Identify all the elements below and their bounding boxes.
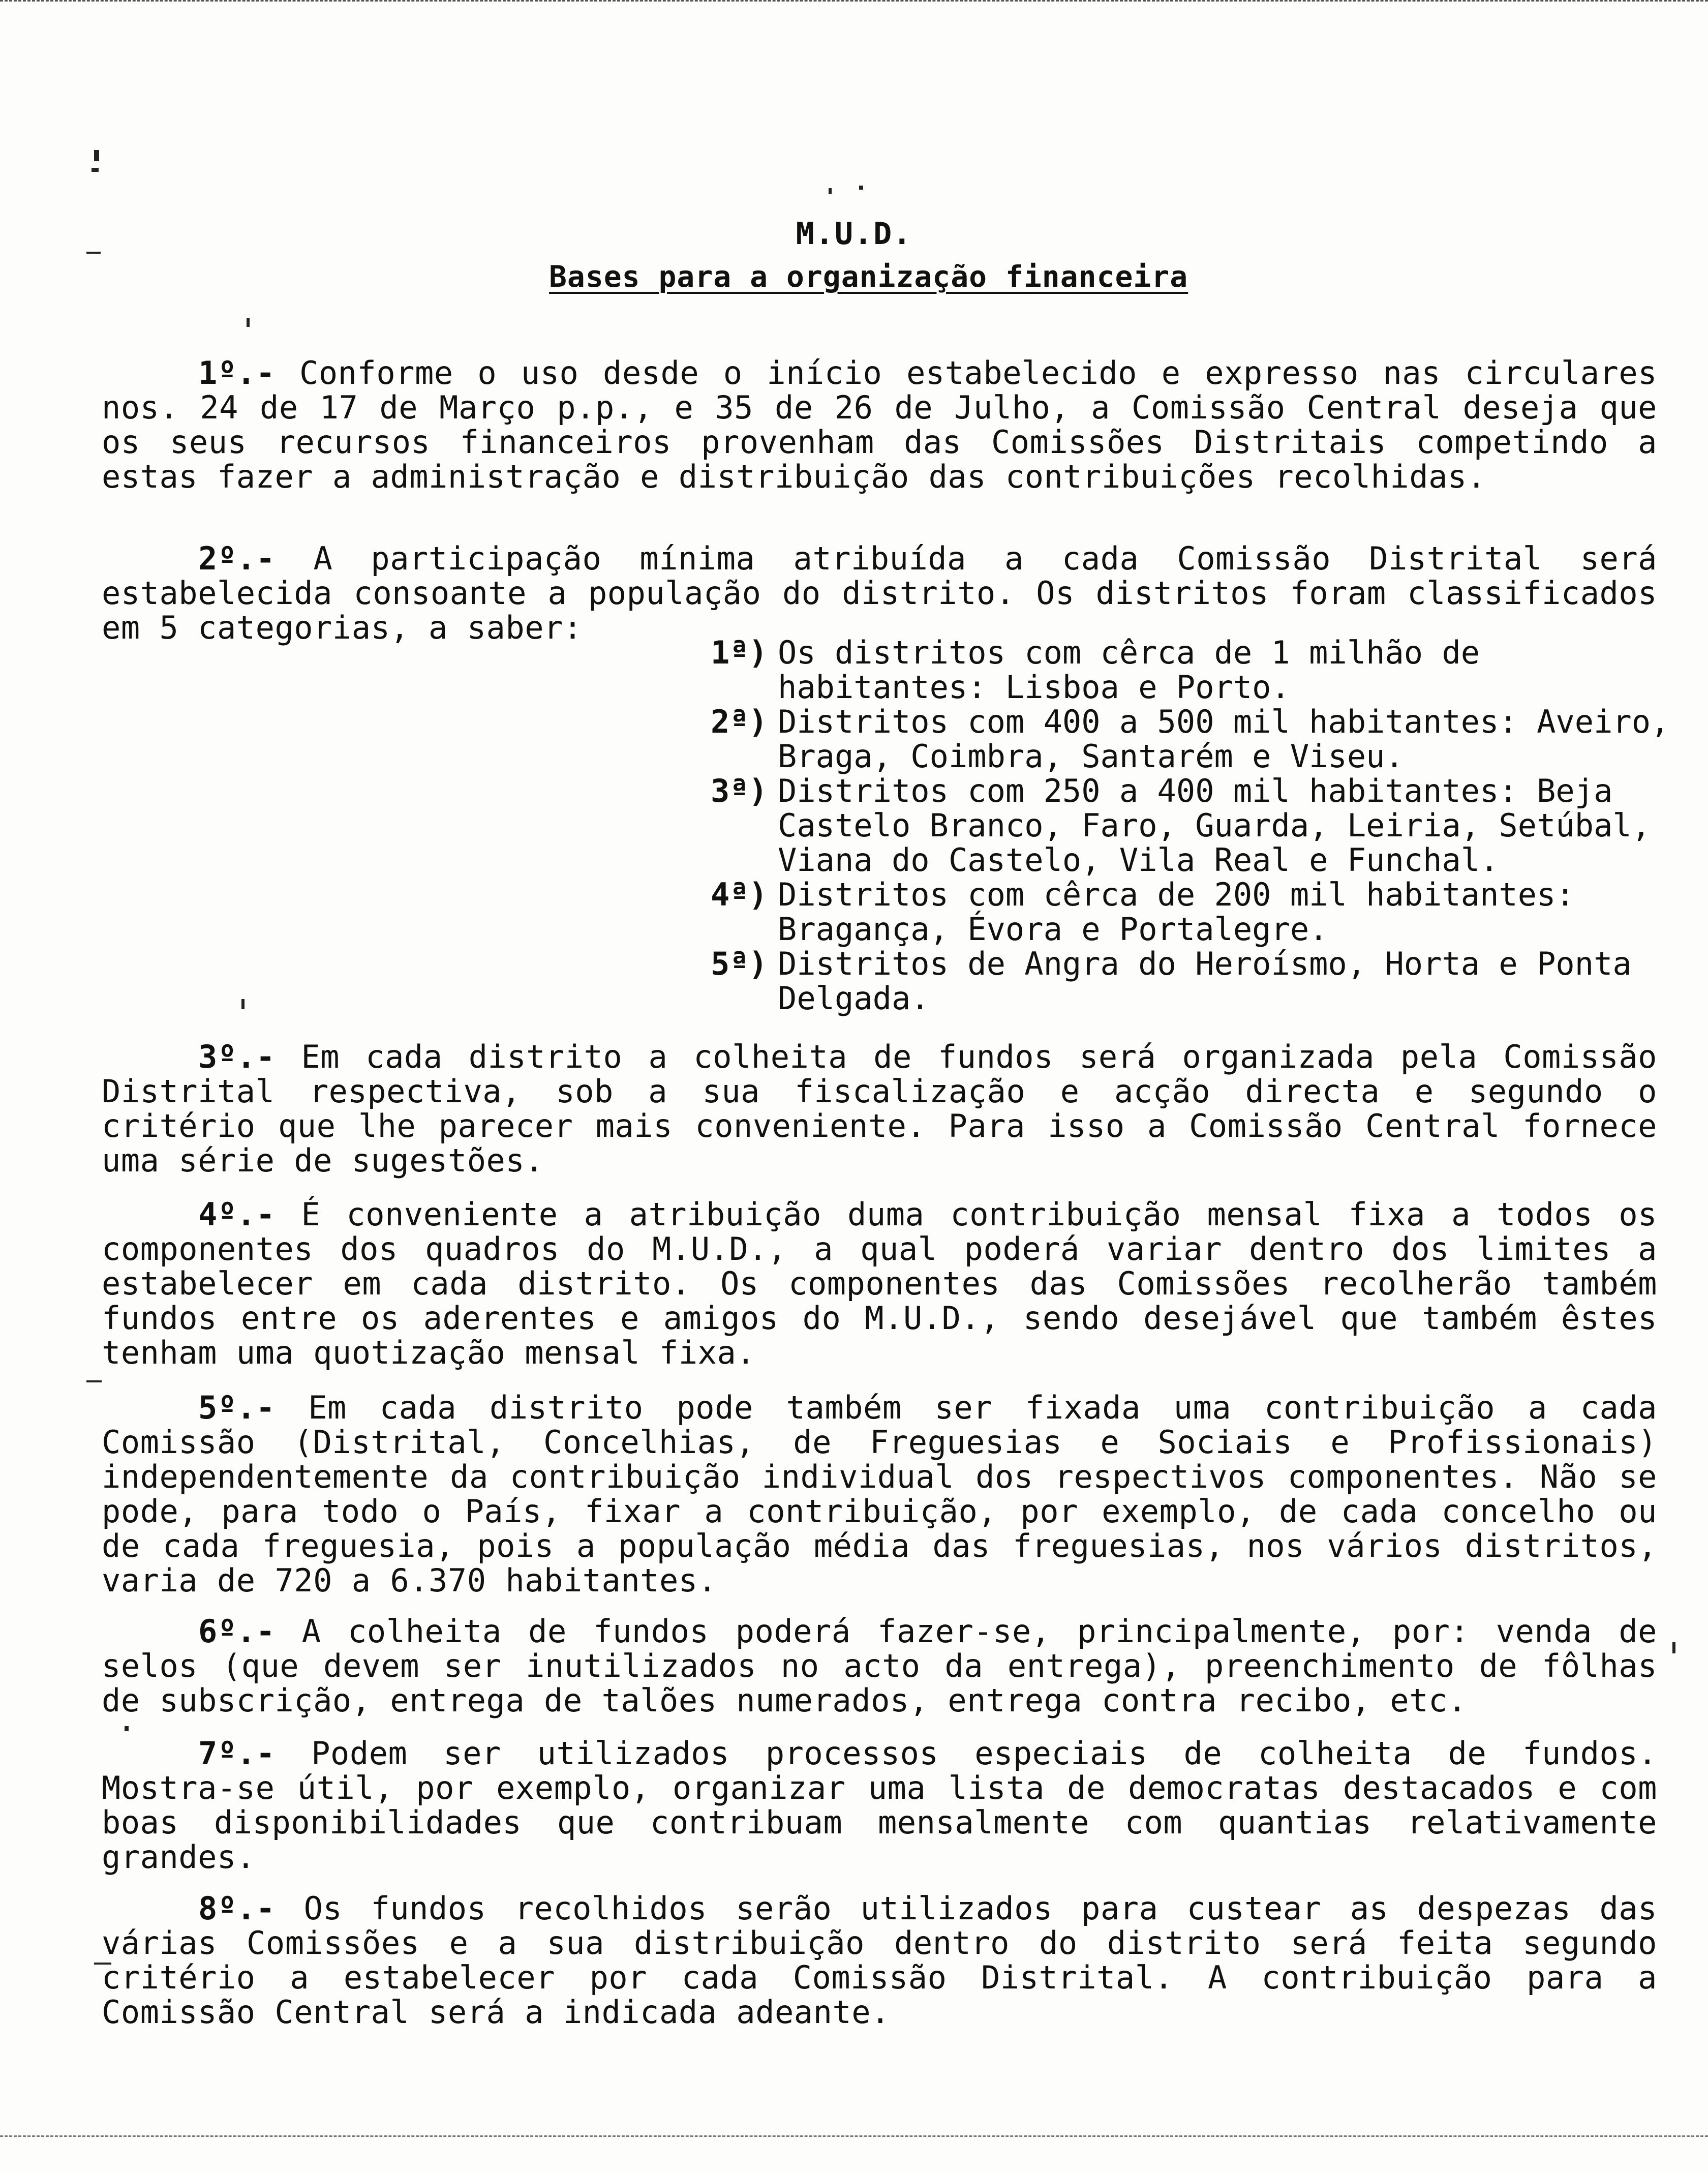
paragraph-text: Conforme o uso desde o início estabelecido e expresso nas circulares nos. 24 de 17 de Março p.p., e 35 de 26 de Julho, a Comissão Central deseja que os seus recursos financeiros provenham das Comissões Distritais competindo a estas fazer a administração e distribuição das contribuições recolhidas.	[102, 354, 1657, 495]
category-item	[666, 705, 1683, 774]
paragraph-text: Em cada distrito pode também ser fixada uma contribuição a cada Comissão (Distrital, Concelhias, de Freguesias e Sociais e Profissionais) independentemente da contribuição individual dos respectivos componentes. Não se pode, para todo o País, fixar a contribuição, por exemplo, de cada concelho ou de cada freguesia, pois a população média das freguesias, nos vários distritos, varia de 720 a 6.370 habitantes.	[102, 1389, 1657, 1599]
paragraph-text: Os fundos recolhidos serão utilizados para custear as despezas das várias Comissões e a sua distribuição dentro do distrito será feita segundo critério a estabelecer por cada Comissão Distrital. A contribuição para a Comissão Central será a indicada adeante.	[102, 1890, 1658, 2031]
paragraph-8	[102, 1891, 1657, 2030]
paragraph-number: 5º.-	[198, 1389, 276, 1426]
scan-edge-top	[0, 0, 1708, 6]
category-label: 2ª)	[711, 703, 768, 740]
category-label: 4ª)	[711, 876, 768, 913]
category-label: 1ª)	[711, 634, 768, 671]
paragraph-text: Podem ser utilizados processos especiais de colheita de fundos. Mostra-se útil, por exemplo, organizar uma lista de democratas destacados e com boas disponibilidades que contribuam mensalmente com quantias relativamente grandes.	[102, 1735, 1657, 1876]
paragraph-number: 3º.-	[198, 1038, 276, 1075]
category-item	[666, 878, 1683, 947]
scan-speck	[92, 168, 99, 172]
category-label: 5ª)	[711, 945, 768, 982]
category-item	[666, 636, 1683, 705]
scan-speck	[247, 318, 250, 327]
paragraph-6	[102, 1614, 1657, 1718]
paragraph-number: 2º.-	[198, 540, 276, 577]
paragraph-3	[102, 1040, 1657, 1178]
document-title: Bases para a organização financeira	[549, 259, 1188, 294]
scan-speck	[86, 252, 101, 254]
paragraph-text: A participação mínima atribuída a cada Comissão Distrital será estabelecida consoante a população do distrito. Os distritos foram classificados em 5 categorias, a saber:	[102, 540, 1657, 646]
category-text: Distritos com 400 a 500 mil habitantes: Aveiro, Braga, Coimbra, Santarém e Viseu.	[778, 703, 1670, 775]
district-categories-list	[666, 636, 1683, 1016]
category-text: Os distritos com cêrca de 1 milhão de habitantes: Lisboa e Porto.	[778, 634, 1480, 706]
scan-speck	[1672, 1642, 1675, 1653]
paragraph-4	[102, 1197, 1657, 1370]
category-item	[666, 774, 1683, 878]
paragraph-1	[102, 356, 1657, 494]
category-item	[666, 947, 1683, 1016]
category-label: 3ª)	[711, 772, 768, 809]
paragraph-number: 7º.-	[198, 1735, 276, 1772]
paragraph-number: 4º.-	[198, 1196, 276, 1233]
category-text: Distritos com cêrca de 200 mil habitantes: Bragança, Évora e Portalegre.	[778, 876, 1575, 948]
scan-edge-bottom	[0, 2135, 1708, 2140]
paragraph-number: 6º.-	[198, 1613, 276, 1650]
paragraph-text: É conveniente a atribuição duma contribuição mensal fixa a todos os componentes dos quadros do M.U.D., a qual poderá variar dentro dos limites a estabelecer em cada distrito. Os componentes das Comissões recolherão também fundos entre os aderentes e amigos do M.U.D., sendo desejável que também êstes tenham uma quotização mensal fixa.	[102, 1196, 1657, 1371]
paragraph-text: Em cada distrito a colheita de fundos será organizada pela Comissão Distrital respectiva, sob a sua fiscalização e acção directa e segundo o critério que lhe parecer mais conveniente. Para isso a Comissão Central fornece uma série de sugestões.	[102, 1038, 1657, 1179]
organisation-heading: M.U.D.	[796, 216, 912, 252]
category-text: Distritos com 250 a 400 mil habitantes: Beja Castelo Branco, Faro, Guarda, Leiria, Setúbal, Viana do Castelo, Vila Real e Funchal.	[778, 772, 1651, 879]
scan-speck	[94, 150, 99, 161]
scan-speck	[859, 186, 863, 190]
paragraph-2	[102, 541, 1657, 645]
paragraph-7	[102, 1736, 1657, 1875]
scan-speck	[86, 1380, 102, 1382]
paragraph-number: 1º.-	[198, 354, 276, 391]
category-text: Distritos de Angra do Heroísmo, Horta e Ponta Delgada.	[778, 945, 1632, 1017]
scan-speck	[125, 1726, 129, 1731]
scan-speck	[829, 188, 832, 194]
paragraph-number: 8º.-	[198, 1890, 276, 1927]
paragraph-text: A colheita de fundos poderá fazer-se, principalmente, por: venda de selos (que devem ser inutilizados no acto da entrega), preenchimento de fôlhas de subscrição, entrega de talões numerados, entrega contra recibo, etc.	[102, 1613, 1658, 1719]
paragraph-5	[102, 1391, 1657, 1598]
scan-speck	[241, 999, 245, 1009]
